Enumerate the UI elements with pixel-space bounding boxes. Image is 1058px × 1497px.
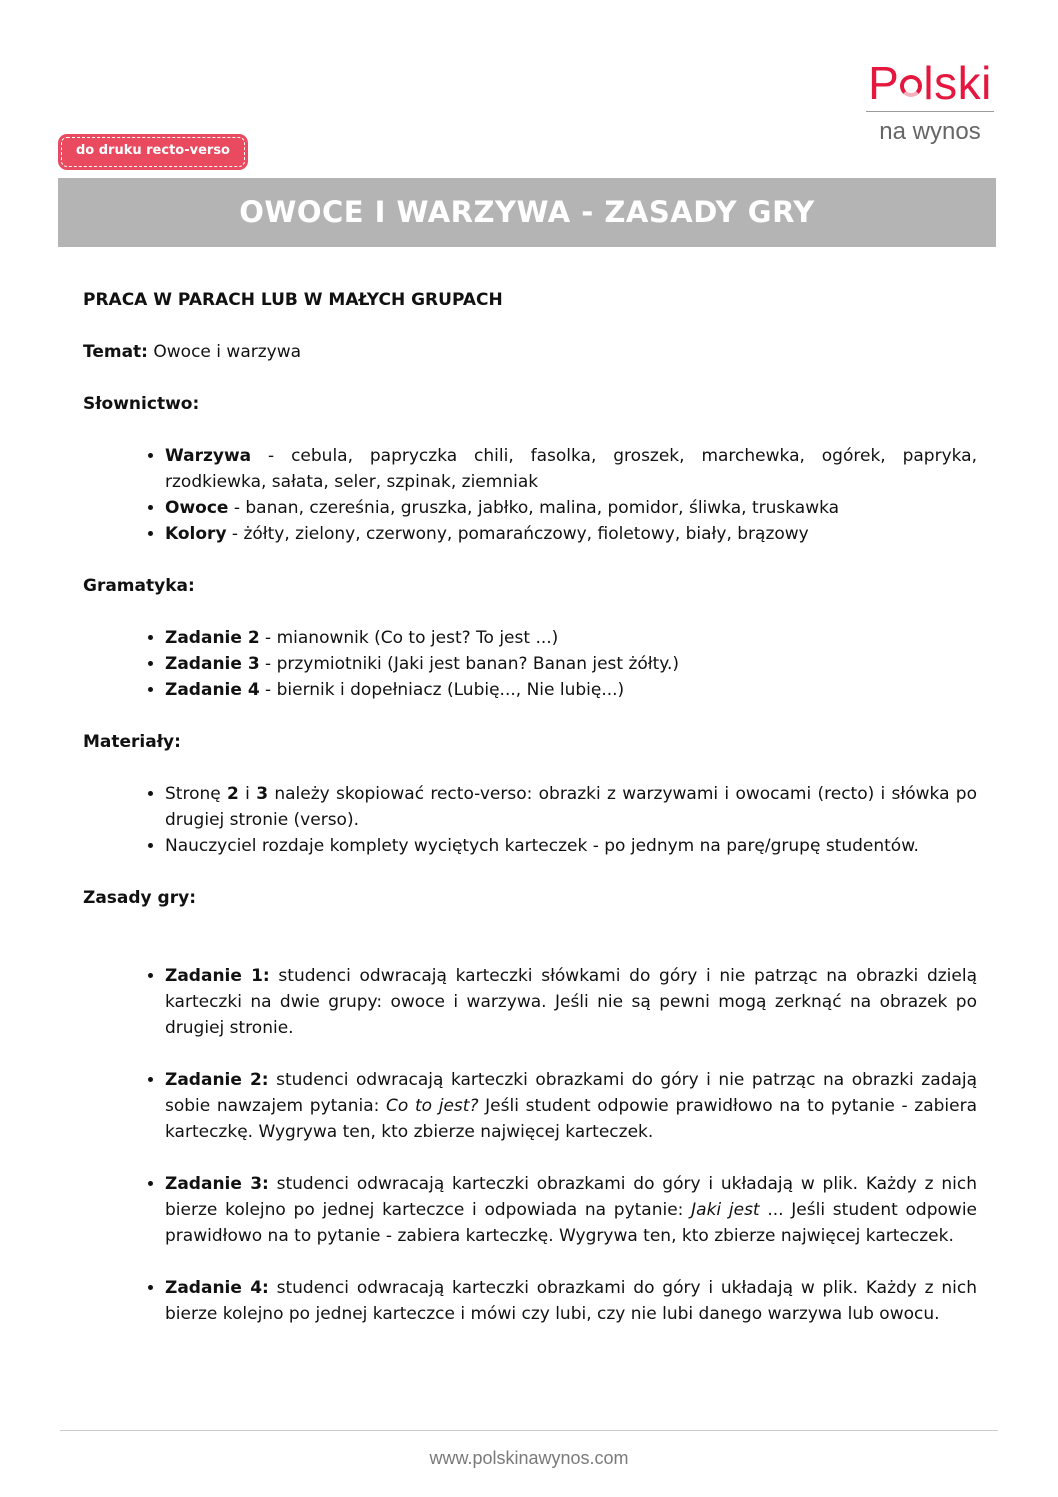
list-item: • Zadanie 2: studenci odwracają karteczki obrazkami do góry i nie patrząc na obrazki zadają sobie nawzajem pytania: Co to jest? Jeśli student odpowie prawidłowo na to pytanie - zabiera karteczkę. Wygrywa ten, kto zbierze najwięcej karteczek. — [165, 1067, 977, 1145]
materials-list — [83, 781, 977, 859]
logo-divider — [866, 111, 994, 112]
page-title: OWOCE I WARZYWA - ZASADY GRY — [58, 178, 996, 247]
logo-wordmark: P lski — [868, 57, 992, 109]
grammar-list — [83, 625, 977, 703]
rules-list — [83, 963, 977, 1327]
logo-ring-icon — [900, 75, 922, 97]
list-item: • Warzywa - cebula, papryczka chili, fasolka, groszek, marchewka, ogórek, papryka, rzodkiewka, sałata, seler, szpinak, ziemniak — [165, 443, 977, 495]
list-item: • Owoce - banan, czereśnia, gruszka, jabłko, malina, pomidor, śliwka, truskawka — [165, 495, 977, 521]
list-item: • Zadanie 3 - przymiotniki (Jaki jest banan? Banan jest żółty.) — [165, 651, 977, 677]
list-item: • Zadanie 1: studenci odwracają karteczki słówkami do góry i nie patrząc na obrazki dzielą karteczki na dwie grupy: owoce i warzywa. Jeśli nie są pewni mogą zerknąć na obrazek po drugiej stronie. — [165, 963, 977, 1041]
topic-line: Temat: Owoce i warzywa — [83, 342, 302, 362]
footer-url: www.polskinawynos.com — [429, 1448, 629, 1468]
logo — [866, 58, 994, 146]
list-item: • Nauczyciel rozdaje komplety wyciętych karteczek - po jednym na parę/grupę studentów. — [165, 833, 977, 859]
list-item: • Stronę 2 i 3 należy skopiować recto-verso: obrazki z warzywami i owocami (recto) i słówka po drugiej stronie (verso). — [165, 781, 977, 833]
section-subtitle: PRACA W PARACH LUB W MAŁYCH GRUPACH — [83, 290, 503, 310]
print-badge-label: do druku recto-verso — [61, 137, 245, 167]
vocabulary-list — [83, 443, 977, 547]
list-item: • Zadanie 4 - biernik i dopełniacz (Lubię..., Nie lubię...) — [165, 677, 977, 703]
print-badge — [58, 134, 248, 170]
materials-heading: Materiały: — [83, 732, 181, 752]
list-item: • Zadanie 3: studenci odwracają karteczki obrazkami do góry i układają w plik. Każdy z nich bierze kolejno po jednej karteczce i odpowiada na pytanie: Jaki jest ... Jeśli student odpowie prawidłowo na to pytanie - zabiera karteczkę. Wygrywa ten, kto zbierze najwięcej karteczek. — [165, 1171, 977, 1249]
rules-heading: Zasady gry: — [83, 888, 196, 908]
list-item: • Zadanie 4: studenci odwracają karteczki obrazkami do góry i układają w plik. Każdy z nich bierze kolejno po jednej karteczce i mówi czy lubi, czy nie lubi danego warzywa lub owocu. — [165, 1275, 977, 1327]
list-item: • Zadanie 2 - mianownik (Co to jest? To jest ...) — [165, 625, 977, 651]
grammar-heading: Gramatyka: — [83, 576, 195, 596]
logo-subtitle: na wynos — [879, 118, 981, 145]
list-item: • Kolory - żółty, zielony, czerwony, pomarańczowy, fioletowy, biały, brązowy — [165, 521, 977, 547]
document-body — [83, 287, 977, 1353]
footer-divider — [60, 1430, 998, 1431]
vocabulary-heading: Słownictwo: — [83, 394, 200, 414]
